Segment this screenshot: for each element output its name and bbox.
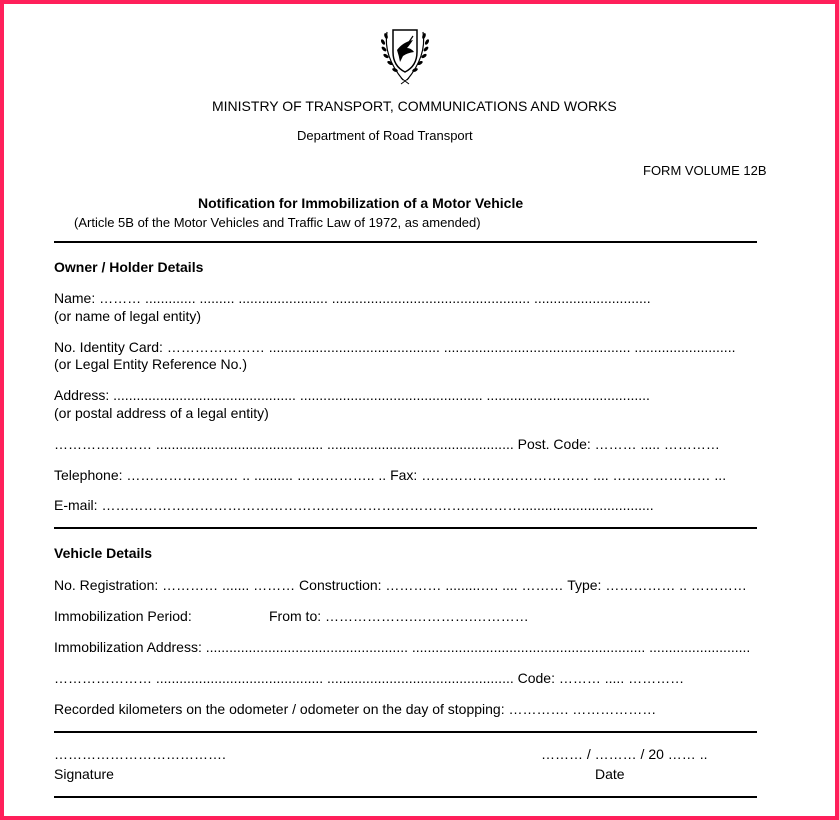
immobilization-period-label: Immobilization Period:	[54, 608, 192, 624]
registration-construction-type-field[interactable]: No. Registration: ………… ....... ……… Construction: ………… .........…. .... ……… Type: …………… .. …………	[54, 577, 747, 593]
divider-vehicle-signature	[54, 731, 757, 733]
identity-card-field[interactable]: No. Identity Card: ………………… ............................................ ................................................ ..........................	[54, 339, 736, 355]
owner-address-field[interactable]: Address: ............................................... ............................................... ..........................................	[54, 387, 650, 403]
immobilization-address-field[interactable]: Immobilization Address: .................................................... ............................................................ ..........................	[54, 639, 751, 655]
vehicle-section-heading: Vehicle Details	[54, 545, 153, 561]
identity-card-note: (or Legal Entity Reference No.)	[54, 356, 247, 372]
department-name: Department of Road Transport	[297, 128, 473, 143]
divider-top	[54, 241, 757, 243]
owner-address-postcode-field[interactable]: ………………… ........................................... ................................................ Post. Code: ……… ..... …………	[54, 436, 720, 452]
signature-field[interactable]: ……………………………….	[54, 746, 226, 762]
date-label: Date	[595, 766, 625, 782]
signature-label: Signature	[54, 766, 114, 782]
divider-bottom	[54, 796, 757, 798]
form-title: Notification for Immobilization of a Motor Vehicle	[198, 195, 524, 211]
period-from-to-field[interactable]: From to: ……………….………….…………	[269, 608, 529, 624]
owner-name-field[interactable]: Name: ……… ............. ......... ....................... ................................................... ..............................	[54, 290, 651, 306]
odometer-field[interactable]: Recorded kilometers on the odometer / odometer on the day of stopping: …………. ………………	[54, 701, 657, 717]
owner-name-note: (or name of legal entity)	[54, 308, 202, 324]
owner-section-heading: Owner / Holder Details	[54, 259, 204, 275]
telephone-fax-field[interactable]: Telephone: …………………… .. .......... …………….. .. Fax: ……………………………… .... ………………… ...	[54, 467, 727, 483]
email-field[interactable]: E-mail: ………………………………………………………………………………..................................	[54, 497, 654, 513]
cyprus-coat-of-arms-emblem	[373, 22, 437, 86]
ministry-title: MINISTRY OF TRANSPORT, COMMUNICATIONS AND WORKS	[212, 98, 617, 114]
date-field[interactable]: ……… / ……… / 20 …… ..	[541, 746, 708, 762]
form-subtitle: (Article 5B of the Motor Vehicles and Traffic Law of 1972, as amended)	[74, 215, 481, 230]
divider-owner-vehicle	[54, 527, 757, 529]
owner-address-note: (or postal address of a legal entity)	[54, 405, 269, 421]
immobilization-address-code-field[interactable]: ………………… ........................................... ................................................ Code: ……… ..... …………	[54, 670, 685, 686]
form-volume-label: FORM VOLUME 12B	[643, 163, 767, 178]
